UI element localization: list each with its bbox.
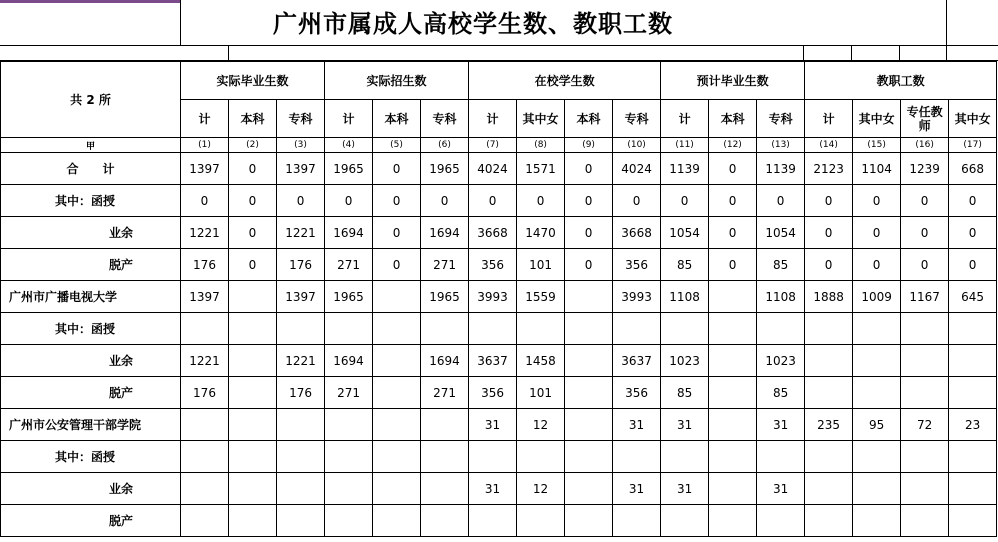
table-cell [853, 377, 901, 409]
table-cell: 1239 [901, 153, 949, 185]
table-row [1, 217, 997, 249]
table-cell: 101 [517, 249, 565, 281]
table-cell [421, 473, 469, 505]
table-cell: 1571 [517, 153, 565, 185]
table-cell [517, 313, 565, 345]
row-label: 业余 [1, 473, 181, 505]
table-cell [229, 505, 277, 537]
table-cell [421, 441, 469, 473]
table-cell: 0 [469, 185, 517, 217]
table-cell: 72 [901, 409, 949, 441]
table-cell [277, 441, 325, 473]
table-cell: 31 [469, 473, 517, 505]
table-cell: 1694 [325, 345, 373, 377]
table-cell [325, 409, 373, 441]
table-cell: 0 [181, 185, 229, 217]
table-cell [853, 313, 901, 345]
table-cell [853, 473, 901, 505]
table-cell [277, 505, 325, 537]
table-cell: 0 [613, 185, 661, 217]
table-cell: 0 [565, 217, 613, 249]
header-group: 教职工数 [805, 62, 997, 100]
table-cell: 0 [853, 217, 901, 249]
row-label: 广州市公安管理干部学院 [1, 409, 181, 441]
table-cell [949, 473, 997, 505]
column-index: (7) [469, 138, 517, 153]
table-cell: 0 [709, 249, 757, 281]
table-cell: 271 [325, 249, 373, 281]
table-cell [421, 313, 469, 345]
table-cell: 1559 [517, 281, 565, 313]
column-index: (2) [229, 138, 277, 153]
row-label: 合 计 [1, 153, 181, 185]
table-cell: 31 [757, 409, 805, 441]
table-cell [949, 441, 997, 473]
table-cell: 356 [469, 377, 517, 409]
table-row [1, 313, 997, 345]
table-cell [325, 505, 373, 537]
table-cell [805, 345, 853, 377]
table-cell [661, 441, 709, 473]
table-cell: 1167 [901, 281, 949, 313]
table-cell: 0 [901, 185, 949, 217]
table-cell [325, 473, 373, 505]
table-cell: 0 [853, 249, 901, 281]
table-cell [277, 473, 325, 505]
header-sub: 计 [181, 100, 229, 138]
column-index: (3) [277, 138, 325, 153]
table-cell [757, 313, 805, 345]
column-index: (14) [805, 138, 853, 153]
table-cell [229, 313, 277, 345]
table-cell [901, 505, 949, 537]
table-cell: 12 [517, 473, 565, 505]
table-cell [421, 505, 469, 537]
table-row [1, 409, 997, 441]
table-cell: 0 [229, 185, 277, 217]
table-cell [949, 345, 997, 377]
row-label: 其中：函授 [1, 185, 181, 217]
table-cell [373, 441, 421, 473]
table-cell [805, 377, 853, 409]
table-cell: 1108 [661, 281, 709, 313]
table-cell [901, 473, 949, 505]
header-sub: 计 [325, 100, 373, 138]
table-cell [565, 345, 613, 377]
table-cell: 0 [949, 249, 997, 281]
table-cell: 4024 [613, 153, 661, 185]
table-cell: 271 [325, 377, 373, 409]
table-row [1, 345, 997, 377]
table-cell: 0 [901, 249, 949, 281]
table-cell: 3993 [469, 281, 517, 313]
table-cell [181, 473, 229, 505]
table-cell [709, 505, 757, 537]
header-sub: 计 [469, 100, 517, 138]
header-corner: 共 2 所 [1, 62, 181, 138]
table-cell [709, 441, 757, 473]
header-sub: 本科 [373, 100, 421, 138]
table-cell [181, 441, 229, 473]
header-sub: 本科 [229, 100, 277, 138]
table-cell [325, 441, 373, 473]
table-cell: 271 [421, 377, 469, 409]
table-cell: 3637 [613, 345, 661, 377]
table-cell: 0 [661, 185, 709, 217]
table-cell: 1965 [421, 281, 469, 313]
table-cell [901, 313, 949, 345]
table-cell: 271 [421, 249, 469, 281]
table-cell: 0 [805, 185, 853, 217]
table-cell: 176 [181, 249, 229, 281]
table-cell [565, 441, 613, 473]
row-label: 脱产 [1, 505, 181, 537]
table-cell: 0 [517, 185, 565, 217]
row-label: 脱产 [1, 249, 181, 281]
table-cell: 85 [661, 377, 709, 409]
table-cell [853, 345, 901, 377]
table-cell [229, 345, 277, 377]
table-cell: 0 [277, 185, 325, 217]
table-cell [949, 377, 997, 409]
table-cell: 1965 [421, 153, 469, 185]
table-cell: 0 [373, 185, 421, 217]
header-sub: 本科 [709, 100, 757, 138]
grid-line [946, 0, 947, 45]
table-cell [757, 441, 805, 473]
column-index: (13) [757, 138, 805, 153]
index-label: 甲 [1, 138, 181, 153]
table-cell: 1694 [421, 217, 469, 249]
table-cell [949, 313, 997, 345]
table-cell [517, 441, 565, 473]
table-cell [901, 441, 949, 473]
header-group: 实际招生数 [325, 62, 469, 100]
header-sub: 计 [661, 100, 709, 138]
column-index: (12) [709, 138, 757, 153]
table-cell [853, 505, 901, 537]
table-cell [661, 313, 709, 345]
table-cell [229, 473, 277, 505]
table-cell: 0 [805, 217, 853, 249]
table-cell [373, 409, 421, 441]
table-cell [229, 441, 277, 473]
column-index: (16) [901, 138, 949, 153]
table-cell: 0 [949, 217, 997, 249]
table-cell: 1054 [661, 217, 709, 249]
table-cell [565, 281, 613, 313]
table-cell: 0 [565, 153, 613, 185]
data-table [0, 61, 997, 537]
table-cell: 0 [421, 185, 469, 217]
table-cell: 0 [565, 185, 613, 217]
table-cell: 0 [709, 153, 757, 185]
table-row [1, 505, 997, 537]
table-cell: 356 [469, 249, 517, 281]
table-cell [565, 409, 613, 441]
table-cell: 668 [949, 153, 997, 185]
table-cell [901, 345, 949, 377]
table-cell [469, 441, 517, 473]
table-cell: 31 [661, 409, 709, 441]
column-index: (17) [949, 138, 997, 153]
table-cell: 1139 [661, 153, 709, 185]
header-group: 在校学生数 [469, 62, 661, 100]
table-cell: 1139 [757, 153, 805, 185]
table-cell: 1221 [181, 217, 229, 249]
table-cell: 0 [229, 249, 277, 281]
header-sub: 本科 [565, 100, 613, 138]
table-cell: 3993 [613, 281, 661, 313]
row-label: 其中：函授 [1, 441, 181, 473]
table-cell [565, 473, 613, 505]
row-label: 其中：函授 [1, 313, 181, 345]
table-cell: 1694 [325, 217, 373, 249]
table-cell [565, 505, 613, 537]
header-sub: 其中女 [949, 100, 997, 138]
table-cell: 356 [613, 377, 661, 409]
table-cell: 356 [613, 249, 661, 281]
table-cell [853, 441, 901, 473]
table-cell: 645 [949, 281, 997, 313]
table-cell: 176 [181, 377, 229, 409]
table-row [1, 185, 997, 217]
table-cell: 1108 [757, 281, 805, 313]
table-cell: 1965 [325, 281, 373, 313]
table-cell [565, 377, 613, 409]
column-index: (15) [853, 138, 901, 153]
table-cell [325, 313, 373, 345]
table-cell: 1397 [181, 153, 229, 185]
table-row [1, 473, 997, 505]
header-sub: 专科 [613, 100, 661, 138]
table-cell [229, 409, 277, 441]
table-cell: 1221 [277, 345, 325, 377]
table-cell [229, 281, 277, 313]
table-cell [373, 473, 421, 505]
table-cell: 23 [949, 409, 997, 441]
table-cell [805, 473, 853, 505]
table-cell: 85 [757, 377, 805, 409]
table-row [1, 249, 997, 281]
table-cell: 31 [613, 409, 661, 441]
table-cell [613, 313, 661, 345]
table-row [1, 377, 997, 409]
header-sub: 专科 [421, 100, 469, 138]
header-sub: 计 [805, 100, 853, 138]
table-cell [661, 505, 709, 537]
table-cell [469, 505, 517, 537]
table-cell [373, 377, 421, 409]
table-cell: 1221 [181, 345, 229, 377]
column-index: (4) [325, 138, 373, 153]
column-index: (9) [565, 138, 613, 153]
table-cell [709, 313, 757, 345]
table-cell: 0 [709, 185, 757, 217]
table-cell: 95 [853, 409, 901, 441]
table-cell: 0 [709, 217, 757, 249]
table-cell: 3668 [469, 217, 517, 249]
header-sub: 专科 [277, 100, 325, 138]
table-cell: 31 [613, 473, 661, 505]
table-cell: 0 [229, 153, 277, 185]
table-cell: 176 [277, 377, 325, 409]
table-cell [805, 313, 853, 345]
table-cell: 1965 [325, 153, 373, 185]
table-cell [181, 505, 229, 537]
table-cell [709, 281, 757, 313]
table-cell: 0 [373, 153, 421, 185]
table-cell [805, 505, 853, 537]
table-cell: 12 [517, 409, 565, 441]
header-sub: 其中女 [517, 100, 565, 138]
table-cell: 0 [901, 217, 949, 249]
row-label: 脱产 [1, 377, 181, 409]
table-cell [613, 505, 661, 537]
table-cell [421, 409, 469, 441]
table-cell [373, 313, 421, 345]
table-cell: 85 [757, 249, 805, 281]
table-cell: 1009 [853, 281, 901, 313]
table-cell [469, 313, 517, 345]
table-cell: 2123 [805, 153, 853, 185]
table-cell: 31 [661, 473, 709, 505]
page-title: 广州市属成人高校学生数、教职工数 [273, 10, 673, 38]
table-cell: 0 [757, 185, 805, 217]
row-label: 业余 [1, 217, 181, 249]
table-cell: 1888 [805, 281, 853, 313]
table-cell: 0 [565, 249, 613, 281]
table-cell: 1054 [757, 217, 805, 249]
table-cell [901, 377, 949, 409]
table-cell: 1397 [277, 153, 325, 185]
header-sub: 专任教师 [901, 100, 949, 138]
row-label: 业余 [1, 345, 181, 377]
table-cell: 1397 [277, 281, 325, 313]
table-cell [373, 281, 421, 313]
spacer-row [0, 45, 998, 61]
table-cell: 31 [757, 473, 805, 505]
table-cell: 0 [373, 249, 421, 281]
table-cell: 0 [229, 217, 277, 249]
table-row [1, 281, 997, 313]
table-cell: 1023 [757, 345, 805, 377]
table-cell [709, 345, 757, 377]
table-cell [181, 313, 229, 345]
header-group: 预计毕业生数 [661, 62, 805, 100]
table-cell: 1470 [517, 217, 565, 249]
table-cell [709, 473, 757, 505]
table-cell: 176 [277, 249, 325, 281]
column-index: (11) [661, 138, 709, 153]
table-cell: 1458 [517, 345, 565, 377]
table-cell [277, 409, 325, 441]
table-cell: 0 [853, 185, 901, 217]
column-index: (10) [613, 138, 661, 153]
table-cell [709, 409, 757, 441]
table-cell [709, 377, 757, 409]
column-index: (1) [181, 138, 229, 153]
table-cell [229, 377, 277, 409]
table-cell: 0 [949, 185, 997, 217]
table-cell: 0 [325, 185, 373, 217]
header-sub: 专科 [757, 100, 805, 138]
table-row [1, 441, 997, 473]
table-cell: 85 [661, 249, 709, 281]
table-cell: 1104 [853, 153, 901, 185]
table-cell [757, 505, 805, 537]
column-index: (8) [517, 138, 565, 153]
table-cell: 1221 [277, 217, 325, 249]
row-label: 广州市广播电视大学 [1, 281, 181, 313]
table-cell [565, 313, 613, 345]
table-cell: 1397 [181, 281, 229, 313]
table-cell [181, 409, 229, 441]
table-cell: 3637 [469, 345, 517, 377]
table-cell: 1694 [421, 345, 469, 377]
header-sub: 其中女 [853, 100, 901, 138]
table-cell [517, 505, 565, 537]
table-cell: 4024 [469, 153, 517, 185]
table-row [1, 153, 997, 185]
table-cell: 31 [469, 409, 517, 441]
table-cell [373, 345, 421, 377]
table-cell [277, 313, 325, 345]
table-cell [949, 505, 997, 537]
table-cell: 3668 [613, 217, 661, 249]
table-cell: 0 [373, 217, 421, 249]
table-cell: 1023 [661, 345, 709, 377]
header-group: 实际毕业生数 [181, 62, 325, 100]
column-index: (5) [373, 138, 421, 153]
table-cell: 101 [517, 377, 565, 409]
table-cell: 0 [805, 249, 853, 281]
table-cell [613, 441, 661, 473]
column-index: (6) [421, 138, 469, 153]
table-cell [373, 505, 421, 537]
table-cell [805, 441, 853, 473]
table-cell: 235 [805, 409, 853, 441]
